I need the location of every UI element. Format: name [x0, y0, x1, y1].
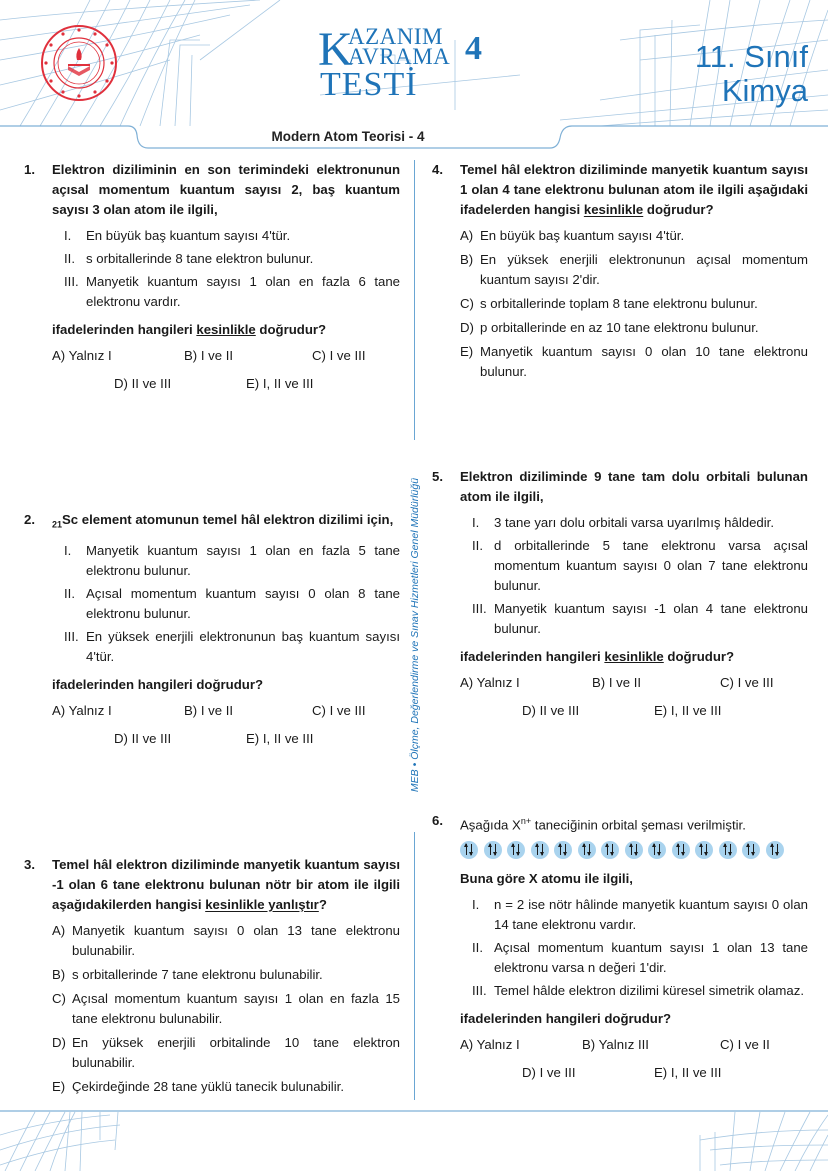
option-e[interactable]: E) I, II ve III [246, 376, 314, 391]
option-a[interactable]: A) Yalnız I [52, 702, 112, 718]
paired-electron-orbital-icon [766, 841, 784, 859]
question-number: 3. [24, 857, 35, 872]
option-d[interactable]: D) II ve III [114, 730, 172, 746]
paired-electron-orbital-icon [507, 841, 525, 859]
brand-line-1: AZANIM [348, 24, 443, 49]
paired-electron-orbital-icon [695, 841, 713, 859]
option-d[interactable]: D) II ve III [114, 376, 172, 391]
question-number: 6. [432, 813, 443, 828]
choice-d[interactable]: D) En yüksek enerjili orbitalinde 10 tane elektron bulunabilir. [52, 1035, 400, 1070]
question-stem: Temel hâl elektron diziliminde manyetik kuantum sayısı 1 olan 4 tane elektronu bulunan atom ile ilgili aşağıdaki ifadelerden hangisi kesinlikle doğrudur? [460, 162, 808, 217]
publisher-side-text: MEB • Ölçme, Değerlendirme ve Sınav Hizmetleri Genel Müdürlüğü [409, 477, 421, 793]
test-number: 4 [465, 30, 482, 67]
question-stem: Elektron diziliminde 9 tane tam dolu orbitali bulunan atom ile ilgili, [460, 469, 808, 504]
question-number: 5. [432, 469, 443, 484]
answer-options [52, 701, 400, 751]
brand-letter-k: K [318, 23, 353, 76]
option-b[interactable]: B) I ve II [592, 675, 642, 690]
option-c[interactable]: C) I ve III [720, 675, 774, 690]
statement-item: I. n = 2 ise nötr hâlinde manyetik kuantum sayısı 0 olan 14 tane elektronu vardır. [472, 897, 808, 933]
paired-electron-orbital-icon [672, 841, 690, 859]
choice-a[interactable]: A) Manyetik kuantum sayısı 0 olan 13 tane elektronu bulunabilir. [52, 923, 400, 958]
question-stem: Elektron diziliminin en son terimindeki elektronunun açısal momentum kuantum sayısı 2, baş kuantum sayısı 3 olan atom ile ilgili, [52, 162, 400, 217]
question-prompt: ifadelerinden hangileri doğrudur? [52, 676, 264, 692]
question-number: 4. [432, 162, 443, 177]
option-a[interactable]: A) Yalnız I [52, 348, 112, 363]
question-2 [24, 510, 400, 751]
question-3 [24, 855, 400, 1101]
option-a[interactable]: A) Yalnız I [460, 1037, 520, 1053]
answer-options [460, 673, 808, 723]
statement-item: I. Manyetik kuantum sayısı 1 olan en fazla 5 tane elektronu bulunur. [64, 542, 400, 578]
page-header [0, 0, 828, 160]
choice-b[interactable]: B) s orbitallerinde 7 tane elektronu bulunabilir. [52, 967, 323, 982]
question-6 [432, 811, 808, 1085]
option-c[interactable]: C) I ve III [312, 702, 366, 718]
choice-c[interactable]: C) Açısal momentum kuantum sayısı 1 olan en fazla 15 tane elektronu bulunabilir. [52, 991, 400, 1026]
column-divider [414, 160, 415, 440]
choice-e[interactable]: E) Çekirdeğinde 28 tane yüklü tanecik bulunabilir. [52, 1079, 344, 1094]
question-number: 2. [24, 512, 35, 527]
statement-list [472, 895, 808, 1001]
option-b[interactable]: B) Yalnız III [582, 1037, 649, 1053]
question-stem: Aşağıda $X^{n+}$ taneciğinin orbital şeması verilmiştir. [460, 816, 746, 833]
option-e[interactable]: E) I, II ve III [654, 703, 722, 718]
question-prompt: ifadelerinden hangileri kesinlikle doğrudur? [52, 322, 327, 337]
paired-electron-orbital-icon [719, 841, 737, 859]
statement-list [472, 513, 808, 639]
choice-d[interactable]: D) p orbitallerinde en az 10 tane elektronu bulunur. [460, 320, 759, 335]
statement-item: III. Manyetik kuantum sayısı 1 olan en fazla 6 tane elektronu vardır. [64, 274, 400, 309]
question-4 [432, 160, 808, 386]
statement-item: II. s orbitallerinde 8 tane elektron bulunur. [64, 251, 314, 266]
answer-choices [460, 226, 808, 382]
question-lead: Buna göre X atomu ile ilgili, [460, 871, 633, 887]
kazanim-kavrama-testi-logo [318, 20, 518, 103]
paired-electron-orbital-icon [531, 841, 549, 859]
subject-label: Kimya [721, 73, 808, 108]
meb-seal-logo-icon [40, 24, 118, 102]
paired-electron-orbital-icon [484, 841, 502, 859]
statement-item: II. Açısal momentum kuantum sayısı 0 olan 8 tane elektronu bulunur. [64, 585, 400, 621]
choice-b[interactable]: B) En yüksek enerjili elektronunun açısal momentum kuantum sayısı 2'dir. [460, 252, 808, 287]
option-a[interactable]: A) Yalnız I [460, 675, 520, 690]
option-e[interactable]: E) I, II ve III [654, 1065, 722, 1081]
grade-label: 11. Sınıf [694, 39, 808, 74]
statement-item: III. En yüksek enerjili elektronunun baş kuantum sayısı 4'tür. [64, 628, 400, 664]
brand-line-3: TESTİ [320, 66, 418, 103]
statement-item: II. Açısal momentum kuantum sayısı 1 olan 13 tane elektronu varsa n değeri 1'dir. [472, 940, 808, 976]
statement-item: I. En büyük baş kuantum sayısı 4'tür. [64, 228, 291, 243]
option-b[interactable]: B) I ve II [184, 702, 234, 718]
question-number: 1. [24, 162, 35, 177]
choice-e[interactable]: E) Manyetik kuantum sayısı 0 olan 10 tane elektronu bulunur. [460, 344, 808, 379]
question-5 [432, 467, 808, 723]
option-d[interactable]: D) II ve III [522, 703, 580, 718]
option-d[interactable]: D) I ve III [522, 1065, 576, 1081]
option-c[interactable]: C) I ve III [312, 348, 366, 363]
question-stem: $_{21}$Sc element atomunun temel hâl elektron dizilimi için, [52, 512, 394, 530]
question-stem: Temel hâl elektron diziliminde manyetik kuantum sayısı -1 olan 6 tane elektronu bulunan nötr bir atom ile ilgili aşağıdakilerden hangisi kesinlikle yanlıştır? [52, 857, 400, 912]
option-c[interactable]: C) I ve II [720, 1037, 770, 1053]
statement-item: III. Temel hâlde elektron dizilimi küresel simetrik olamaz. [472, 983, 805, 999]
paired-electron-orbital-icon [578, 841, 596, 859]
answer-options [460, 1035, 808, 1085]
answer-options [52, 346, 400, 396]
paired-electron-orbital-icon [460, 841, 478, 859]
page-title: Modern Atom Teorisi - 4 [271, 129, 425, 144]
question-1 [24, 160, 400, 396]
orbital-diagram [460, 841, 808, 859]
option-b[interactable]: B) I ve II [184, 348, 234, 363]
paired-electron-orbital-icon [742, 841, 760, 859]
statement-item: III. Manyetik kuantum sayısı -1 olan 4 tane elektronu bulunur. [472, 601, 808, 636]
answer-choices [52, 921, 400, 1097]
column-divider [414, 832, 415, 1100]
statement-list [64, 226, 400, 312]
paired-electron-orbital-icon [648, 841, 666, 859]
grade-subject-label [695, 40, 808, 108]
paired-electron-orbital-icon [601, 841, 619, 859]
question-prompt: ifadelerinden hangileri doğrudur? [460, 1011, 672, 1027]
brand-line-2: AVRAMA [348, 44, 451, 69]
statement-item: II. d orbitallerinde 5 tane elektronu varsa açısal momentum kuantum sayısı 0 olan 7 tane elektronu bulunur. [472, 538, 808, 593]
paired-electron-orbital-icon [554, 841, 572, 859]
question-prompt: ifadelerinden hangileri kesinlikle doğrudur? [460, 649, 735, 664]
statement-item: I. 3 tane yarı dolu orbitali varsa uyarılmış hâldedir. [472, 515, 775, 530]
option-e[interactable]: E) I, II ve III [246, 730, 314, 746]
atomic-number: 21 [52, 519, 63, 530]
statement-list [64, 541, 400, 667]
choice-a[interactable]: A) En büyük baş kuantum sayısı 4'tür. [460, 228, 685, 243]
paired-electron-orbital-icon [625, 841, 643, 859]
choice-c[interactable]: C) s orbitallerinde toplam 8 tane elektronu bulunur. [460, 296, 758, 311]
